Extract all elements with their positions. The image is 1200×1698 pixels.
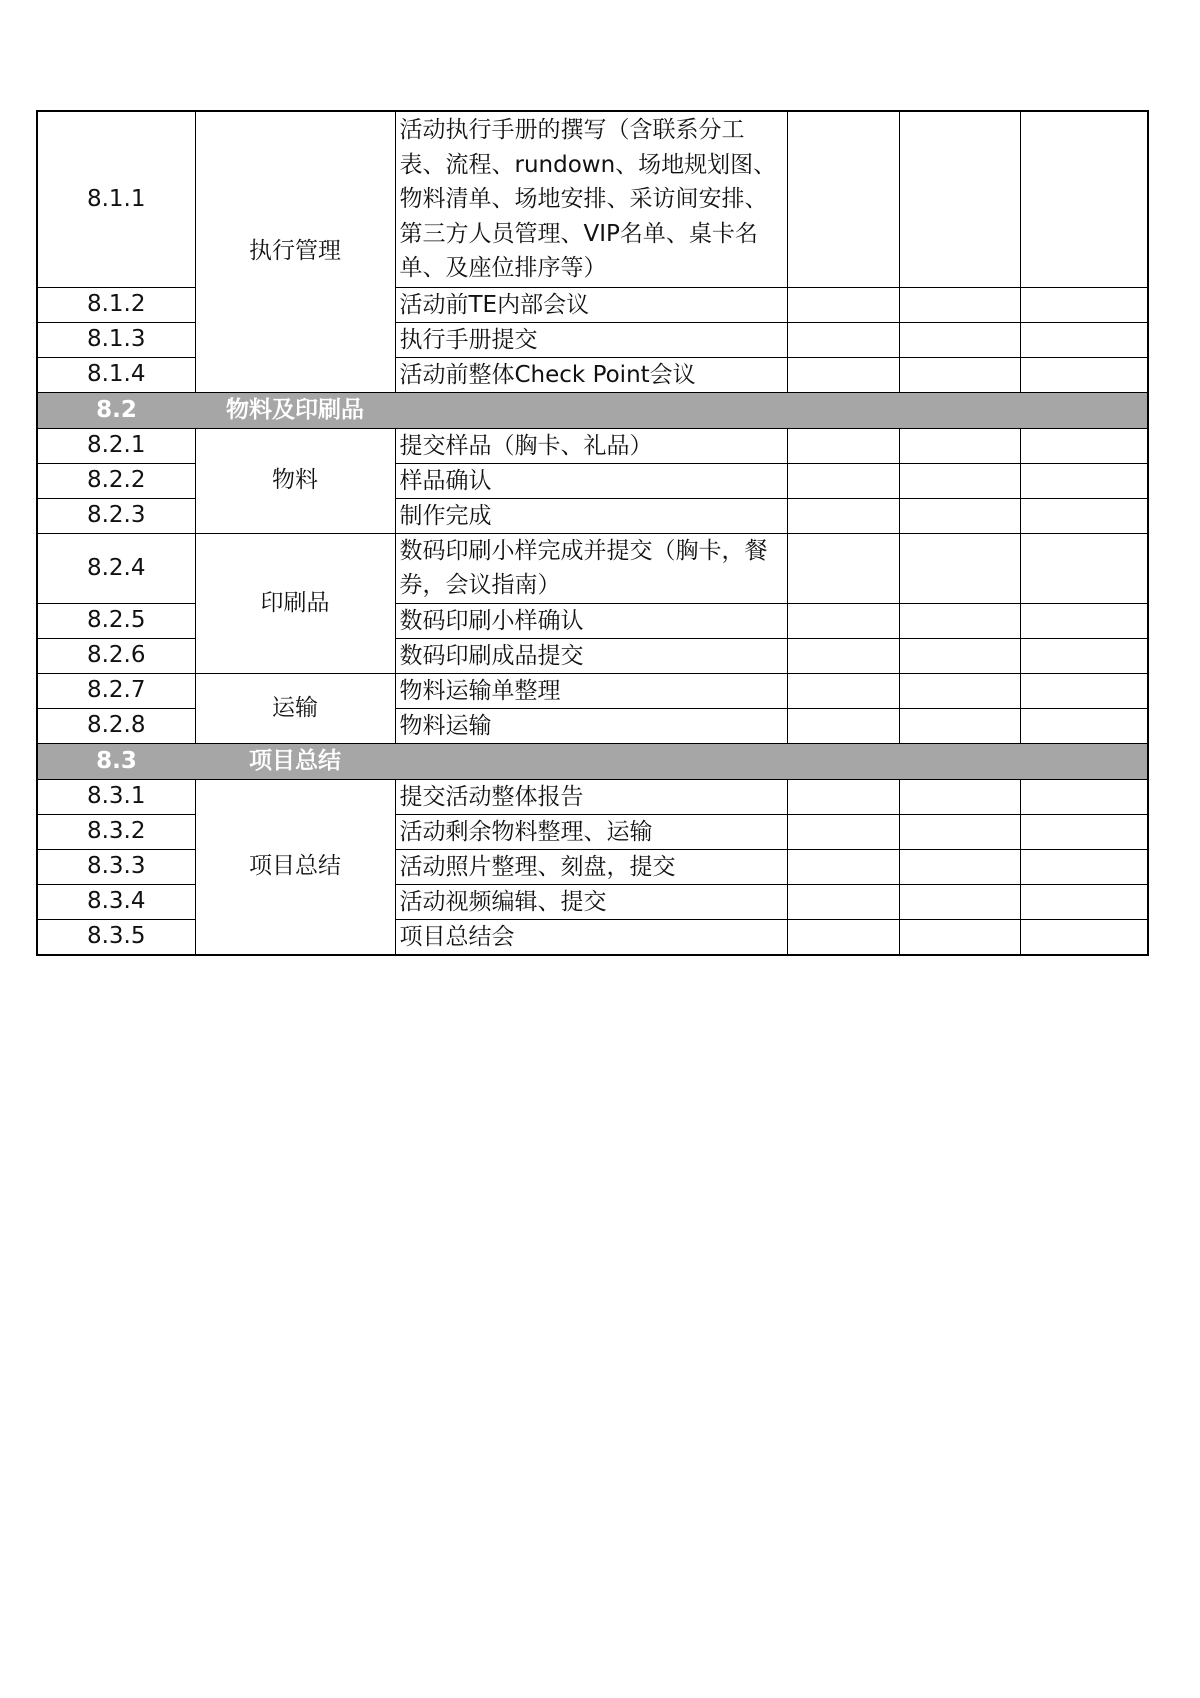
row-code: 8.3.1 xyxy=(37,779,195,814)
task-cell: 物料运输 xyxy=(395,708,787,743)
empty-cell xyxy=(1020,708,1148,743)
row-code: 8.1.3 xyxy=(37,322,195,357)
empty-cell xyxy=(1020,533,1148,603)
row-code: 8.3.2 xyxy=(37,814,195,849)
empty-cell xyxy=(787,287,899,322)
row-code: 8.2.5 xyxy=(37,603,195,638)
task-cell: 数码印刷成品提交 xyxy=(395,638,787,673)
empty-cell xyxy=(787,357,899,392)
empty-cell xyxy=(1020,603,1148,638)
empty-cell xyxy=(787,708,899,743)
empty-cell xyxy=(1020,779,1148,814)
empty-cell xyxy=(899,287,1020,322)
section-fill xyxy=(1020,743,1148,779)
empty-cell xyxy=(1020,673,1148,708)
empty-cell xyxy=(787,111,899,287)
task-cell: 样品确认 xyxy=(395,463,787,498)
empty-cell xyxy=(1020,919,1148,955)
empty-cell xyxy=(1020,111,1148,287)
empty-cell xyxy=(1020,814,1148,849)
empty-cell xyxy=(787,673,899,708)
empty-cell xyxy=(899,849,1020,884)
task-cell: 制作完成 xyxy=(395,498,787,533)
empty-cell xyxy=(899,111,1020,287)
empty-cell xyxy=(787,498,899,533)
empty-cell xyxy=(899,357,1020,392)
empty-cell xyxy=(787,638,899,673)
task-cell: 活动视频编辑、提交 xyxy=(395,884,787,919)
empty-cell xyxy=(787,919,899,955)
empty-cell xyxy=(899,603,1020,638)
empty-cell xyxy=(899,498,1020,533)
empty-cell xyxy=(787,533,899,603)
task-cell: 活动照片整理、刻盘，提交 xyxy=(395,849,787,884)
empty-cell xyxy=(1020,638,1148,673)
section-title xyxy=(195,743,395,779)
category-cell: 物料 xyxy=(195,428,395,533)
empty-cell xyxy=(899,708,1020,743)
empty-cell xyxy=(899,673,1020,708)
task-cell: 提交样品（胸卡、礼品） xyxy=(395,428,787,463)
table-row xyxy=(37,428,1148,463)
row-code: 8.1.1 xyxy=(37,111,195,287)
section-header xyxy=(37,392,1148,428)
section-fill xyxy=(787,743,899,779)
category-cell: 运输 xyxy=(195,673,395,743)
empty-cell xyxy=(1020,498,1148,533)
section-fill xyxy=(787,392,899,428)
empty-cell xyxy=(787,814,899,849)
task-cell: 活动执行手册的撰写（含联系分工表、流程、rundown、场地规划图、物料清单、场地安排、采访间安排、第三方人员管理、VIP名单、桌卡名单、及座位排序等） xyxy=(395,111,787,287)
table-row xyxy=(37,779,1148,814)
section-code: 8.2 xyxy=(37,392,195,428)
section-title-text: 物料及印刷品 xyxy=(226,396,364,423)
table-row xyxy=(37,533,1148,603)
empty-cell xyxy=(1020,428,1148,463)
empty-cell xyxy=(899,884,1020,919)
section-fill xyxy=(395,743,787,779)
row-code: 8.1.2 xyxy=(37,287,195,322)
empty-cell xyxy=(899,638,1020,673)
empty-cell xyxy=(787,849,899,884)
empty-cell xyxy=(1020,322,1148,357)
table-row xyxy=(37,673,1148,708)
empty-cell xyxy=(787,322,899,357)
row-code: 8.3.4 xyxy=(37,884,195,919)
row-code: 8.2.7 xyxy=(37,673,195,708)
row-code: 8.2.6 xyxy=(37,638,195,673)
empty-cell xyxy=(899,919,1020,955)
section-header xyxy=(37,743,1148,779)
empty-cell xyxy=(899,779,1020,814)
task-cell: 执行手册提交 xyxy=(395,322,787,357)
table-row xyxy=(37,111,1148,287)
section-title-text: 项目总结 xyxy=(249,747,341,774)
section-fill xyxy=(899,743,1020,779)
empty-cell xyxy=(1020,884,1148,919)
row-code: 8.2.2 xyxy=(37,463,195,498)
task-cell: 活动前TE内部会议 xyxy=(395,287,787,322)
row-code: 8.2.8 xyxy=(37,708,195,743)
task-cell: 数码印刷小样完成并提交（胸卡，餐券，会议指南） xyxy=(395,533,787,603)
task-cell: 项目总结会 xyxy=(395,919,787,955)
empty-cell xyxy=(899,533,1020,603)
empty-cell xyxy=(787,884,899,919)
task-cell: 数码印刷小样确认 xyxy=(395,603,787,638)
schedule-table xyxy=(36,110,1149,956)
empty-cell xyxy=(899,814,1020,849)
empty-cell xyxy=(899,322,1020,357)
category-cell: 印刷品 xyxy=(195,533,395,673)
row-code: 8.3.3 xyxy=(37,849,195,884)
empty-cell xyxy=(787,463,899,498)
section-code: 8.3 xyxy=(37,743,195,779)
task-cell: 活动前整体Check Point会议 xyxy=(395,357,787,392)
empty-cell xyxy=(899,428,1020,463)
empty-cell xyxy=(899,463,1020,498)
empty-cell xyxy=(787,428,899,463)
row-code: 8.1.4 xyxy=(37,357,195,392)
section-title xyxy=(195,392,395,428)
category-cell: 项目总结 xyxy=(195,779,395,955)
row-code: 8.2.4 xyxy=(37,533,195,603)
empty-cell xyxy=(1020,357,1148,392)
row-code: 8.2.3 xyxy=(37,498,195,533)
section-fill xyxy=(899,392,1020,428)
empty-cell xyxy=(1020,287,1148,322)
task-cell: 物料运输单整理 xyxy=(395,673,787,708)
task-cell: 提交活动整体报告 xyxy=(395,779,787,814)
empty-cell xyxy=(1020,463,1148,498)
row-code: 8.3.5 xyxy=(37,919,195,955)
empty-cell xyxy=(1020,849,1148,884)
row-code: 8.2.1 xyxy=(37,428,195,463)
empty-cell xyxy=(787,779,899,814)
section-fill xyxy=(1020,392,1148,428)
section-fill xyxy=(395,392,787,428)
task-cell: 活动剩余物料整理、运输 xyxy=(395,814,787,849)
category-cell: 执行管理 xyxy=(195,111,395,392)
empty-cell xyxy=(787,603,899,638)
